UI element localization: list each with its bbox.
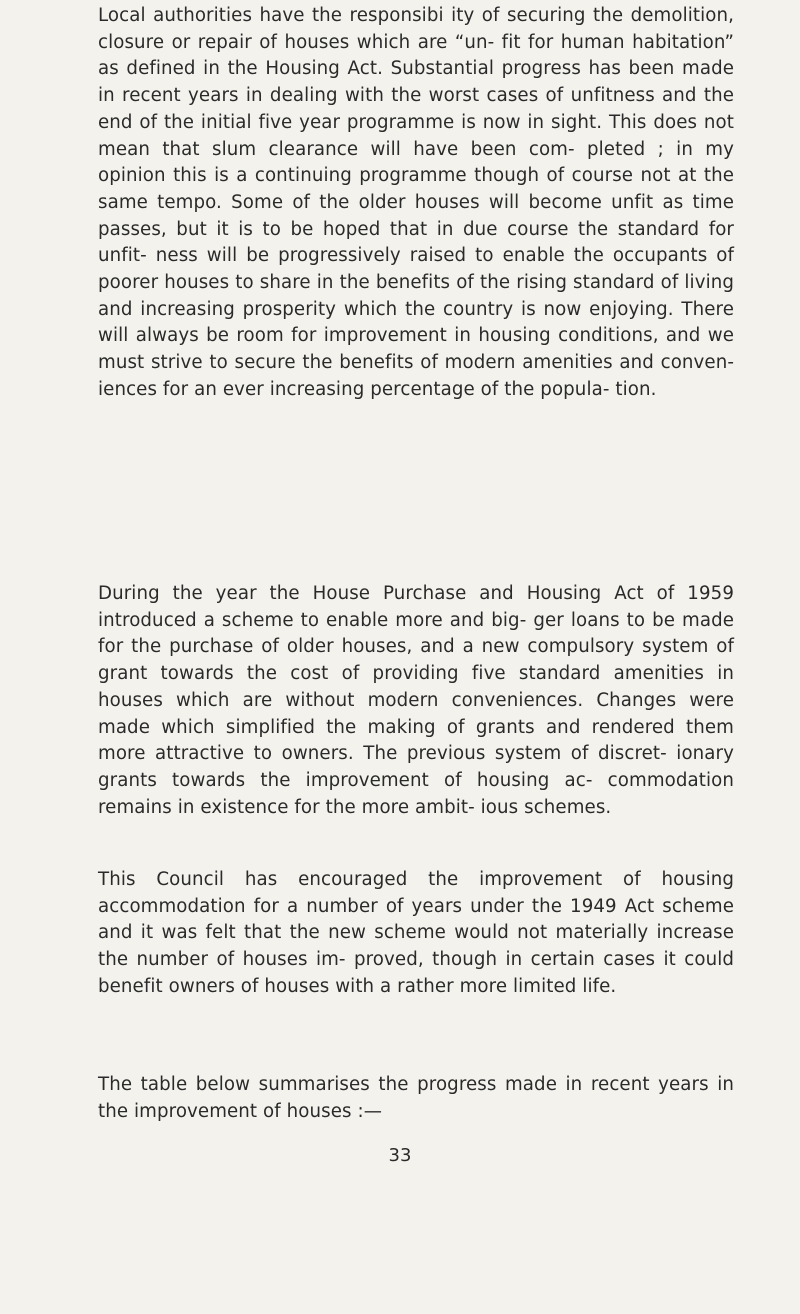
paragraph-housing-act-1959: During the year the House Purchase and Housing Act of 1959 introduced a scheme to enable more and big- ger loans to be made for the purchase of older houses, and a new compulsory system of grant towards the cost of providing five standard amenities in houses which are without modern conveniences. Changes were made which simplified the making of grants and rendered them more attractive to owners. The previous system of discret- ionary grants towards the improvement of housing ac- commodation remains in existence for the more ambit- ious schemes. — [98, 583, 734, 818]
page-number: 33 — [388, 1145, 412, 1166]
paragraph-table-intro: The table below summarises the progress made in recent years in the improvement of houses :— — [98, 1074, 734, 1122]
paragraph-council-improvement: This Council has encouraged the improvement of housing accommodation for a number of years under the 1949 Act scheme and it was felt that the new scheme would not materially increase the number of houses im- proved, though in certain cases it could benefit owners of houses with a rather more limited life. — [98, 869, 734, 997]
paragraph-slum-clearance: Local authorities have the responsibi ity of securing the demolition, closure or repair of houses which are “un- fit for human habitation” as defined in the Housing Act. Substantial progress has been made in recent years in dealing with the worst cases of unfitness and the end of the initial five year programme is now in sight. This does not mean that slum clearance will have been com- pleted ; in my opinion this is a continuing programme though of course not at the same tempo. Some of the older houses will become unfit as time passes, but it is to be hoped that in due course the standard for unfit- ness will be progressively raised to enable the occupants of poorer houses to share in the benefits of the rising standard of living and increasing prosperity which the country is now enjoying. There will always be room for improvement in housing conditions, and we must strive to secure the benefits of modern amenities and conven- iences for an ever increasing percentage of the popula- tion. — [98, 5, 734, 400]
